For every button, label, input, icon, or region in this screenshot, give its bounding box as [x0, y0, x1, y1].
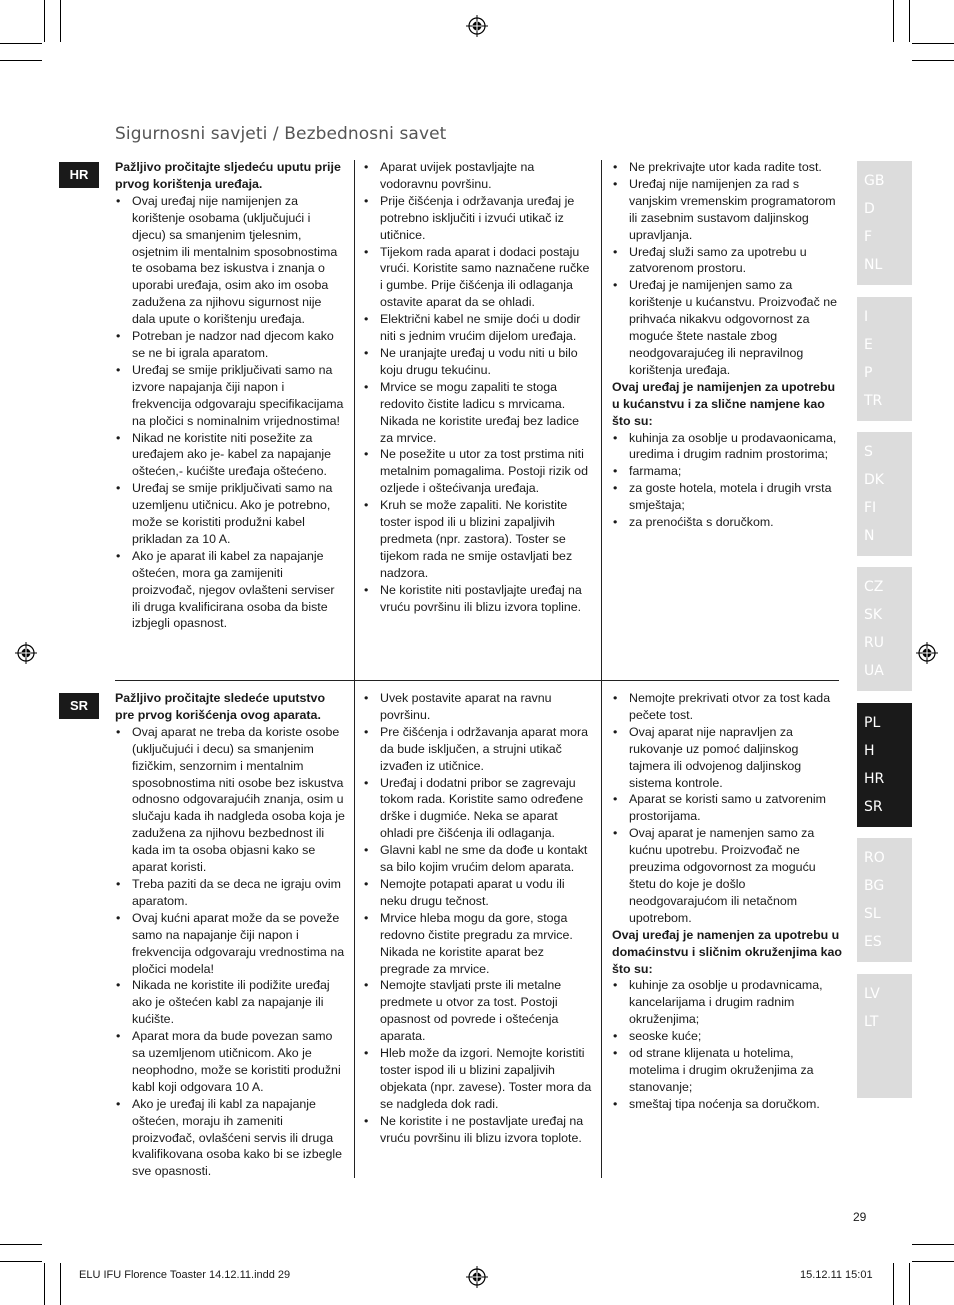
list-item: • za prenoćišta s doručkom.	[612, 514, 842, 531]
list-item: • Ne posežite u utor za tost prstima niti metalnim pomagalima. Postoji rizik od ozljede i oštećivanja uređaja.	[363, 446, 593, 497]
column-divider	[601, 160, 602, 680]
bullet-list	[115, 193, 345, 633]
language-tab-sl[interactable]: SL	[864, 906, 881, 922]
section-tag-sr: SR	[59, 693, 99, 719]
sr-column-3	[612, 690, 842, 1113]
list-item: • Nikad ne koristite niti posežite za uređajem ako je- kabel za napajanje oštećen,- kućište uređaja oštećeno.	[115, 430, 345, 481]
language-tab-bg[interactable]: BG	[864, 878, 885, 894]
language-group-4	[857, 567, 912, 691]
list-item: • Ne koristite i ne postavljate uređaj na vruću površinu ili blizu izvora toplote.	[363, 1113, 593, 1147]
language-tab-sk[interactable]: SK	[864, 607, 883, 623]
list-item: • kuhinje za osoblje u prodavnicama, kancelarijama i drugim radnim okruženjima;	[612, 977, 842, 1028]
language-tab-ua[interactable]: UA	[864, 663, 884, 679]
crop-mark	[0, 1244, 42, 1245]
language-tab-nl[interactable]: NL	[864, 257, 883, 273]
list-item: • Uređaj je namijenjen samo za korištenje u kućanstvu. Proizvođač ne prihvaća nikakvu odgovornost za moguće štete nastale zbog neodgovarajućeg ili nepravilnog korištenja uređaja.	[612, 277, 842, 378]
language-tab-ru[interactable]: RU	[864, 635, 884, 651]
crop-mark	[44, 1263, 45, 1305]
crop-mark	[912, 1244, 954, 1245]
column-divider	[601, 681, 602, 1178]
list-item: • Nemojte prekrivati otvor za tost kada pečete tost.	[612, 690, 842, 724]
language-tab-hr[interactable]: HR	[864, 771, 885, 787]
bullet-list	[612, 977, 842, 1112]
list-item: • Nemojte stavljati prste ili metalne predmete u otvor za tost. Postoji opasnost od povrede i oštećenja aparata.	[363, 977, 593, 1045]
sr-column-1	[115, 690, 345, 1180]
language-tab-es[interactable]: ES	[864, 934, 882, 950]
list-item: • Ovaj aparat ne treba da koriste osobe (uključujući i decu) sa smanjenim fizičkim, senzornim i mentalnim sposobnostima niti osobe bez iskustva odnosno odgovarajućih znanja, osim u slučaju kada ih nadgleda osoba koja je zadužena za njihovu bezbednost ili kada im ta osoba objasni kako se aparat koristi.	[115, 724, 345, 876]
registration-mark-icon	[15, 642, 37, 664]
list-item: • Tijekom rada aparat i dodaci postaju vrući. Koristite samo naznačene ručke i gumbe. Prije čišćenja ili odlaganja ostavite aparat da se ohladi.	[363, 244, 593, 312]
section-subheading: Ovaj uređaj je namijenjen za upotrebu u kućanstvu i za slične namjene kao što su:	[612, 379, 836, 428]
crop-mark	[909, 1263, 910, 1305]
bullet-list	[612, 690, 842, 927]
list-item: • Glavni kabl ne sme da dođe u kontakt sa bilo kojim vrućim delom aparata.	[363, 842, 593, 876]
list-item: • za goste hotela, motela i drugih vrsta smještaja;	[612, 480, 842, 514]
bullet-list	[363, 159, 593, 615]
bullet-list	[612, 159, 842, 379]
language-tab-ro[interactable]: RO	[864, 850, 885, 866]
list-item: • Nemojte potapati aparat u vodu ili neku drugu tečnost.	[363, 876, 593, 910]
crop-mark	[0, 43, 42, 44]
hr-column-2	[363, 159, 593, 615]
language-tab-f[interactable]: F	[864, 229, 873, 245]
list-item: • Aparat mora da bude povezan samo sa uzemljenom utičnicom. Ako je neophodno, može se koristiti produžni kabl koji odgovara 10 A.	[115, 1028, 345, 1096]
list-item: • Uvek postavite aparat na ravnu površinu.	[363, 690, 593, 724]
language-tab-e[interactable]: E	[864, 337, 873, 353]
print-slug-filename: ELU IFU Florence Toaster 14.12.11.indd 29	[79, 1269, 291, 1281]
crop-mark	[60, 0, 61, 42]
list-item: • Pre čišćenja i održavanja aparat mora da bude isključen, a strujni utikač izvađen iz utičnice.	[363, 724, 593, 775]
language-group-7	[857, 974, 912, 1098]
list-item: • Nikada ne koristite ili podižite uređaj ako je oštećen kabl za napajanje ili kućište.	[115, 977, 345, 1028]
page-title: Sigurnosni savjeti / Bezbednosni savet	[115, 124, 447, 144]
language-tab-p[interactable]: P	[864, 365, 873, 381]
list-item: • Uređaj služi samo za upotrebu u zatvorenom prostoru.	[612, 244, 842, 278]
language-tab-s[interactable]: S	[864, 444, 873, 460]
list-item: • od strane klijenata u hotelima, motelima i drugim okruženjima za stanovanje;	[612, 1045, 842, 1096]
bullet-list	[115, 724, 345, 1180]
list-item: • seoske kuće;	[612, 1028, 842, 1045]
language-group-3	[857, 432, 912, 556]
language-group-5-active	[857, 703, 912, 827]
list-item: • Ovaj aparat je namenjen samo za kućnu upotrebu. Proizvođač ne preuzima odgovornost za moguću štetu do koje je došlo neodgovarajućom ili netačnom upotrebom.	[612, 825, 842, 926]
list-item: • Ne koristite niti postavljajte uređaj na vruću površinu ili blizu izvora topline.	[363, 582, 593, 616]
language-tab-lt[interactable]: LT	[864, 1014, 879, 1030]
section-tag-hr: HR	[59, 162, 99, 188]
crop-mark	[893, 0, 894, 42]
section-heading: Pažljivo pročitajte sljedeću uputu prije prvog korištenja uređaja.	[115, 160, 341, 191]
language-tab-fi[interactable]: FI	[864, 500, 877, 516]
language-tab-cz[interactable]: CZ	[864, 579, 884, 595]
list-item: • farmama;	[612, 463, 842, 480]
bullet-list	[363, 690, 593, 1146]
crop-mark	[893, 1263, 894, 1305]
crop-mark	[0, 60, 42, 61]
registration-mark-icon	[916, 642, 938, 664]
list-item: • Mrvice se mogu zapaliti te stoga redovito čistite ladicu s mrvicama. Nikada ne koristite uređaj bez ladice za mrvice.	[363, 379, 593, 447]
page-number: 29	[853, 1210, 867, 1224]
list-item: • Ovaj aparat nije napravljen za rukovanje uz pomoć daljinskog tajmera ili odvojenog daljinskog sistema kontrole.	[612, 724, 842, 792]
column-divider	[354, 160, 355, 680]
language-tab-i[interactable]: I	[864, 309, 869, 325]
list-item: • Prije čišćenja i održavanja uređaj je potrebno isključiti i izvući utikač iz utičnice.	[363, 193, 593, 244]
list-item: • Hleb može da izgori. Nemojte koristiti toster ispod ili u blizini zapaljivih objekata (npr. zavese). Toster mora da se nadgleda dok radi.	[363, 1045, 593, 1113]
list-item: • Mrvice hleba mogu da gore, stoga redovno čistite pregradu za mrvice. Nikada ne koristite aparat bez pregrade za mrvice.	[363, 910, 593, 978]
list-item: • Uređaj se smije priključivati samo na uzemljenu utičnicu. Ako je potrebno, može se koristiti produžni kabel prikladan za 10 A.	[115, 480, 345, 548]
hr-column-1	[115, 159, 345, 632]
crop-mark	[44, 0, 45, 42]
list-item: • Električni kabel ne smije doći u dodir niti s jednim vrućim dijelom uređaja.	[363, 311, 593, 345]
list-item: • Ako je aparat ili kabel za napajanje oštećen, mora ga zamijeniti proizvođač, njegov ovlašteni serviser ili druga kvalificirana osoba da biste izbjegli opasnost.	[115, 548, 345, 633]
registration-mark-icon	[466, 1266, 488, 1288]
list-item: • smeštaj tipa noćenja sa doručkom.	[612, 1096, 842, 1113]
list-item: • Ovaj uređaj nije namijenjen za korištenje osobama (uključujući i djecu) sa smanjenim tjelesnim, osjetnim ili mentalnim sposobnostima te osobama bez iskustva i znanja o uporabi uređaja, osim ako im osoba zadužena za njihovu sigurnost nije dala upute o korištenju uređaja.	[115, 193, 345, 328]
crop-mark	[912, 1261, 954, 1262]
list-item: • Uređaj i dodatni pribor se zagrevaju tokom rada. Koristite samo određene drške i dugmiće. Neka se aparat ohladi pre čišćenja ili odlaganja.	[363, 775, 593, 843]
hr-column-3	[612, 159, 842, 531]
list-item: • Ne uranjajte uređaj u vodu niti u bilo koju drugu tekućinu.	[363, 345, 593, 379]
language-group-2	[857, 297, 912, 421]
language-tab-d[interactable]: D	[864, 201, 875, 217]
registration-mark-icon	[466, 15, 488, 37]
list-item: • Ovaj kućni aparat može da se poveže samo na napajanje čiji napon i frekvencija odgovaraju vrednostima na pločici modela!	[115, 910, 345, 978]
language-tab-pl[interactable]: PL	[864, 715, 881, 731]
list-item: • Ne prekrivajte utor kada radite tost.	[612, 159, 842, 176]
language-tab-h[interactable]: H	[864, 743, 875, 759]
crop-mark	[60, 1263, 61, 1305]
list-item: • Treba paziti da se deca ne igraju ovim aparatom.	[115, 876, 345, 910]
list-item: • Aparat uvijek postavljajte na vodoravnu površinu.	[363, 159, 593, 193]
section-subheading: Ovaj uređaj je namenjen za upotrebu u domaćinstvu i sličnim okruženjima kao što su:	[612, 927, 842, 976]
list-item: • Uređaj se smije priključivati samo na izvore napajanja čiji napon i frekvencija odgovaraju specifikacijama na pločici s nominalnim vrijednostima!	[115, 362, 345, 430]
language-group-1	[857, 161, 912, 285]
crop-mark	[912, 43, 954, 44]
language-tab-lv[interactable]: LV	[864, 986, 880, 1002]
list-item: • Potreban je nadzor nad djecom kako se ne bi igrala aparatom.	[115, 328, 345, 362]
bullet-list	[612, 430, 842, 531]
list-item: • Kruh se može zapaliti. Ne koristite toster ispod ili u blizini zapaljivih predmeta (npr. zastora). Toster se tijekom rada ne smije ostavljati bez nadzora.	[363, 497, 593, 582]
list-item: • kuhinja za osoblje u prodavaonicama, uredima i drugim radnim prostorima;	[612, 430, 842, 464]
language-group-6	[857, 838, 912, 962]
language-tab-sr[interactable]: SR	[864, 799, 883, 815]
list-item: • Ako je uređaj ili kabl za napajanje oštećen, moraju ih zameniti proizvođač, ovlašćeni servis ili druga kvalifikovana osoba kako bi se izbegle sve opasnosti.	[115, 1096, 345, 1181]
section-divider	[115, 680, 839, 681]
crop-mark	[909, 0, 910, 42]
print-slug-timestamp: 15.12.11 15:01	[800, 1269, 873, 1281]
crop-mark	[912, 60, 954, 61]
section-heading: Pažljivo pročitajte sledeće uputstvo pre prvog korišćenja ovog aparata.	[115, 691, 326, 722]
language-tab-dk[interactable]: DK	[864, 472, 884, 488]
language-tab-gb[interactable]: GB	[864, 173, 885, 189]
language-tab-n[interactable]: N	[864, 528, 875, 544]
language-tab-tr[interactable]: TR	[864, 393, 883, 409]
list-item: • Aparat se koristi samo u zatvorenim prostorijama.	[612, 791, 842, 825]
sr-column-2	[363, 690, 593, 1146]
list-item: • Uređaj nije namijenjen za rad s vanjskim vremenskim programatorom ili zasebnim sustavom daljinskog upravljanja.	[612, 176, 842, 244]
crop-mark	[0, 1261, 42, 1262]
column-divider	[354, 681, 355, 1178]
